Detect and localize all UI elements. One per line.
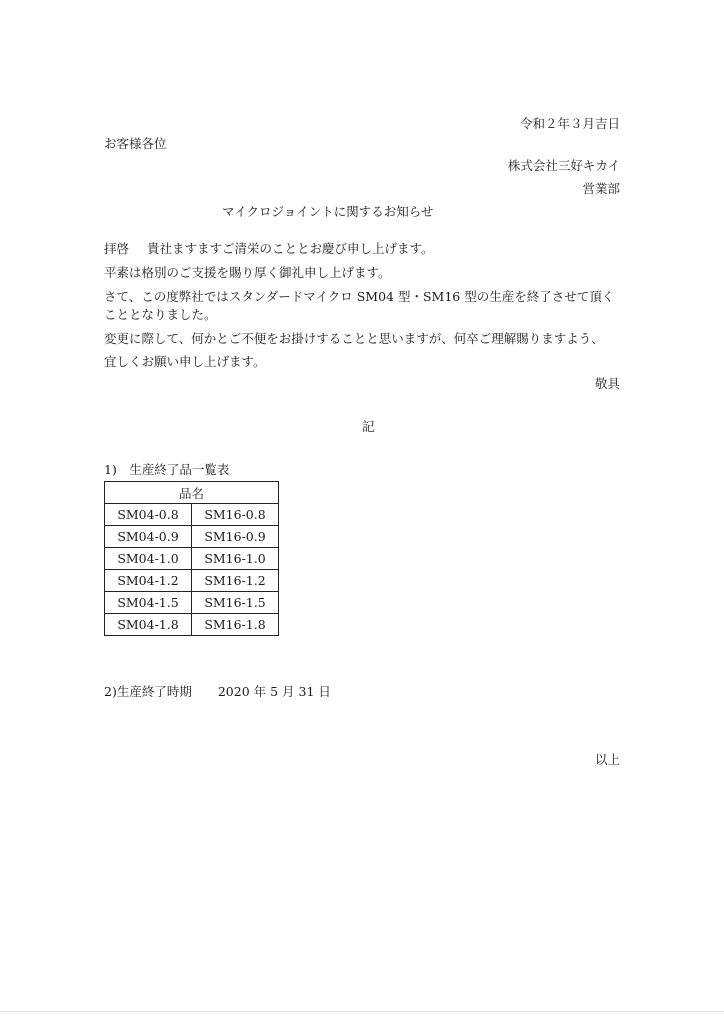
table-cell-sm04: SM04-1.2: [105, 570, 192, 592]
recipient: お客様各位: [104, 136, 167, 151]
discontinued-products-table: [104, 481, 279, 636]
subject-title: マイクロジョイントに関するお知らせ: [222, 204, 434, 219]
table-cell-sm16: SM16-1.0: [192, 548, 279, 570]
table-row: [105, 592, 279, 614]
greeting-head: 拝啓: [104, 241, 130, 256]
table-header-row: [105, 482, 279, 504]
table-row: [105, 614, 279, 636]
body-line-4: 変更に際して、何かとご不便をお掛けすることと思いますが、何卒ご理解賜りますよう、: [104, 331, 604, 346]
table-cell-sm16: SM16-0.9: [192, 526, 279, 548]
table-row: [105, 548, 279, 570]
section2-line: [104, 684, 331, 700]
section2-date: 2020 年 5 月 31 日: [217, 684, 331, 699]
table-cell-sm16: SM16-0.8: [192, 504, 279, 526]
letter-date: 令和２年３月吉日: [519, 116, 620, 131]
section1-title: 1) 生産終了品一覧表: [104, 462, 230, 477]
table-cell-sm16: SM16-1.5: [192, 592, 279, 614]
body-line-2: さて、この度弊社ではスタンダードマイクロ SM04 型・SM16 型の生産を終了させて頂く: [104, 289, 615, 304]
table-row: [105, 526, 279, 548]
table-cell-sm04: SM04-0.9: [105, 526, 192, 548]
table-cell-sm04: SM04-1.0: [105, 548, 192, 570]
table-cell-sm04: SM04-1.5: [105, 592, 192, 614]
table-cell-sm04: SM04-0.8: [105, 504, 192, 526]
scan-edge-line: [0, 1011, 724, 1012]
body-line-3: こととなりました。: [104, 307, 217, 322]
section2-label: 2)生産終了時期: [104, 684, 192, 699]
department: 営業部: [582, 181, 620, 196]
table-row: [105, 570, 279, 592]
table-cell-sm16: SM16-1.2: [192, 570, 279, 592]
closing-ijou: 以上: [594, 752, 620, 767]
company-name: 株式会社三好キカイ: [507, 158, 620, 173]
table-cell-sm04: SM04-1.8: [105, 614, 192, 636]
ki-marker: 記: [362, 419, 375, 434]
body-line-5: 宜しくお願い申し上げます。: [104, 354, 266, 369]
closing-keigu: 敬具: [594, 376, 620, 391]
table-header-hinmei: 品名: [105, 482, 279, 504]
greeting-text: 貴社ますますご清栄のこととお慶び申し上げます。: [147, 241, 434, 256]
greeting-line: [104, 241, 434, 257]
table-row: [105, 504, 279, 526]
table-cell-sm16: SM16-1.8: [192, 614, 279, 636]
body-line-1: 平素は格別のご支援を賜り厚く御礼申し上げます。: [104, 265, 391, 280]
